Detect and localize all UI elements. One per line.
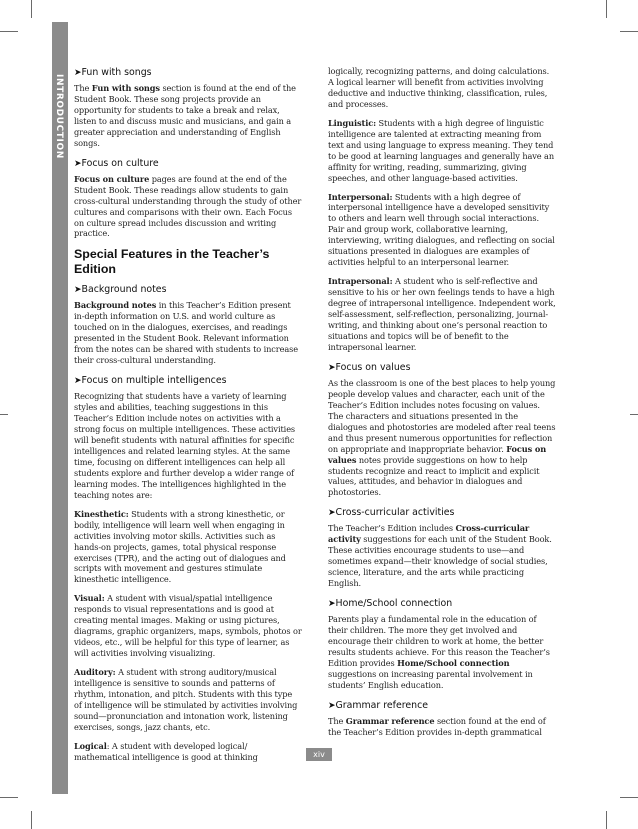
- crop-mark: [620, 31, 638, 32]
- section-heading: ➤Grammar reference: [328, 699, 429, 711]
- arrow-icon: ➤: [74, 158, 82, 169]
- section-heading: ➤Focus on values: [328, 361, 411, 373]
- paragraph: Auditory: A student with strong auditory/musical intelligence is sensitive to sounds and patterns of rhythm, intonation, and pitch. Students with this type of intelligence will be stimulated by activities involving sound—pronunciation and intonation work, listening exercises, songs, jazz chants, etc.: [74, 667, 298, 732]
- crop-mark: [630, 414, 638, 415]
- section-heading: ➤Focus on culture: [74, 157, 159, 169]
- arrow-icon: ➤: [328, 700, 336, 711]
- crop-mark: [606, 0, 607, 18]
- arrow-icon: ➤: [328, 599, 336, 610]
- paragraph: logically, recognizing patterns, and doing calculations. A logical learner will benefit from activities involving deductive and inductive thinking, classification, rules, and processes.: [328, 66, 550, 109]
- crop-mark: [0, 414, 8, 415]
- section-heading: ➤Home/School connection: [328, 598, 453, 610]
- paragraph: The Fun with songs section is found at the end of the Student Book. These song projects provide an opportunity for students to take a break and relax, listen to and discuss music and musicians, and gain a greater appreciation and understanding of English songs.: [74, 83, 296, 148]
- major-heading: Special Features in the Teacher’s Edition: [74, 247, 270, 277]
- paragraph: Focus on culture pages are found at the end of the Student Book. These readings allow students to gain cross-cultural understanding through the study of other cultures and comparisons with their own. Each Focus on culture spread includes discussion and writing practice.: [74, 173, 302, 239]
- paragraph: The Grammar reference section found at the end of the Teacher’s Edition provides in-depth grammatical: [328, 715, 546, 737]
- paragraph: Intrapersonal: A student who is self-reflective and sensitive to his or her own feelings tends to have a high degree of intrapersonal intelligence. Independent work, self-assessment, self-reflection, personalizing, journal-writing, and thinking about one’s personal reaction to situations and topics will be of benefit to the intrapersonal learner.: [328, 276, 556, 352]
- paragraph: Interpersonal: Students with a high degree of interpersonal intelligence have a developed sensitivity to others and learn well through social interactions. Pair and group work, collaborative learning, interviewing, writing dialogues, and reflecting on social situations presented in dialogues are examples of activities helpful to an interpersonal learner.: [328, 191, 555, 268]
- paragraph: As the classroom is one of the best places to help young people develop values and character, each unit of the Teacher’s Edition includes notes focusing on values. The characters and situations presented in the dialogues and photostories are modeled after real teens and thus present numerous opportunities for reflection on appropriate and inappropriate behavior. Focus on values notes provide suggestions on how to help students recognize and react to implicit and explicit values, attitudes, and behavior in dialogues and photostories.: [328, 377, 556, 498]
- right-column: [328, 66, 556, 744]
- page-number: xiv: [306, 748, 332, 761]
- arrow-icon: ➤: [74, 68, 82, 78]
- paragraph: Logical: A student with developed logical/ mathematical intelligence is good at thinking: [74, 740, 258, 762]
- paragraph: The Teacher’s Edition includes Cross-curricular activity suggestions for each unit of the Student Book. These activities encourage students to use—and sometimes expand—their knowledge of social studies, science, literature, and the arts while practicing English.: [328, 523, 552, 589]
- side-tab: [52, 22, 68, 794]
- paragraph: Parents play a fundamental role in the education of their children. The more they get involved and encourage their children to work at home, the better results students achieve. For this reason the Teacher’s Edition provides Home/School connection suggestions on increasing parental involvement in students’ English education.: [328, 614, 550, 690]
- arrow-icon: ➤: [74, 376, 82, 387]
- paragraph: Visual: A student with visual/spatial intelligence responds to visual representations and is good at creating mental images. Making or using pictures, diagrams, graphic organizers, maps, symbols, photos or videos, etc., will be helpful for this type of learner, as will activities involving visualizing.: [74, 593, 302, 659]
- paragraph: Background notes in this Teacher’s Edition present in-depth information on U.S. and world culture as touched on in the dialogues, exercises, and readings presented in the Student Book. Relevant information from the notes can be shared with students to increase their cross-cultural understanding.: [74, 300, 298, 366]
- crop-mark: [0, 31, 18, 32]
- arrow-icon: ➤: [74, 285, 82, 296]
- crop-mark: [31, 811, 32, 829]
- paragraph: Kinesthetic: Students with a strong kinesthetic, or bodily, intelligence will learn well when engaging in activities involving motor skills. Activities such as hands-on projects, games, total physical response exercises (TPR), and the acting out of dialogues and scripts with movement and gestures stimulate kinesthetic intelligence.: [74, 508, 286, 585]
- crop-mark: [620, 797, 638, 798]
- arrow-icon: ➤: [328, 508, 336, 519]
- paragraph: Recognizing that students have a variety of learning styles and abilities, teaching suggestions in this Teacher’s Edition include notes on activities with a strong focus on multiple intelligences. These activities will benefit students with natural affinities for specific intelligences and related learning styles. At the same time, focusing on different intelligences can help all students explore and further develop a wider range of learning modes. The intelligences highlighted in the teaching notes are:: [74, 391, 296, 500]
- section-heading: ➤Fun with songs: [74, 67, 152, 78]
- side-tab-label: INTRODUCTION: [54, 74, 64, 159]
- section-heading: ➤Focus on multiple intelligences: [74, 375, 227, 387]
- crop-mark: [31, 0, 32, 18]
- paragraph: Linguistic: Students with a high degree of linguistic intelligence are talented at extracting meaning from text and using language to express meaning. They tend to be good at learning languages and generally have an affinity for writing, reading, summarizing, giving speeches, and other language-based activities.: [328, 117, 555, 183]
- arrow-icon: ➤: [328, 362, 336, 373]
- section-heading: ➤Cross-curricular activities: [328, 507, 455, 519]
- section-heading: ➤Background notes: [74, 284, 167, 296]
- crop-mark: [0, 797, 18, 798]
- left-column: [74, 66, 302, 771]
- crop-mark: [606, 811, 607, 829]
